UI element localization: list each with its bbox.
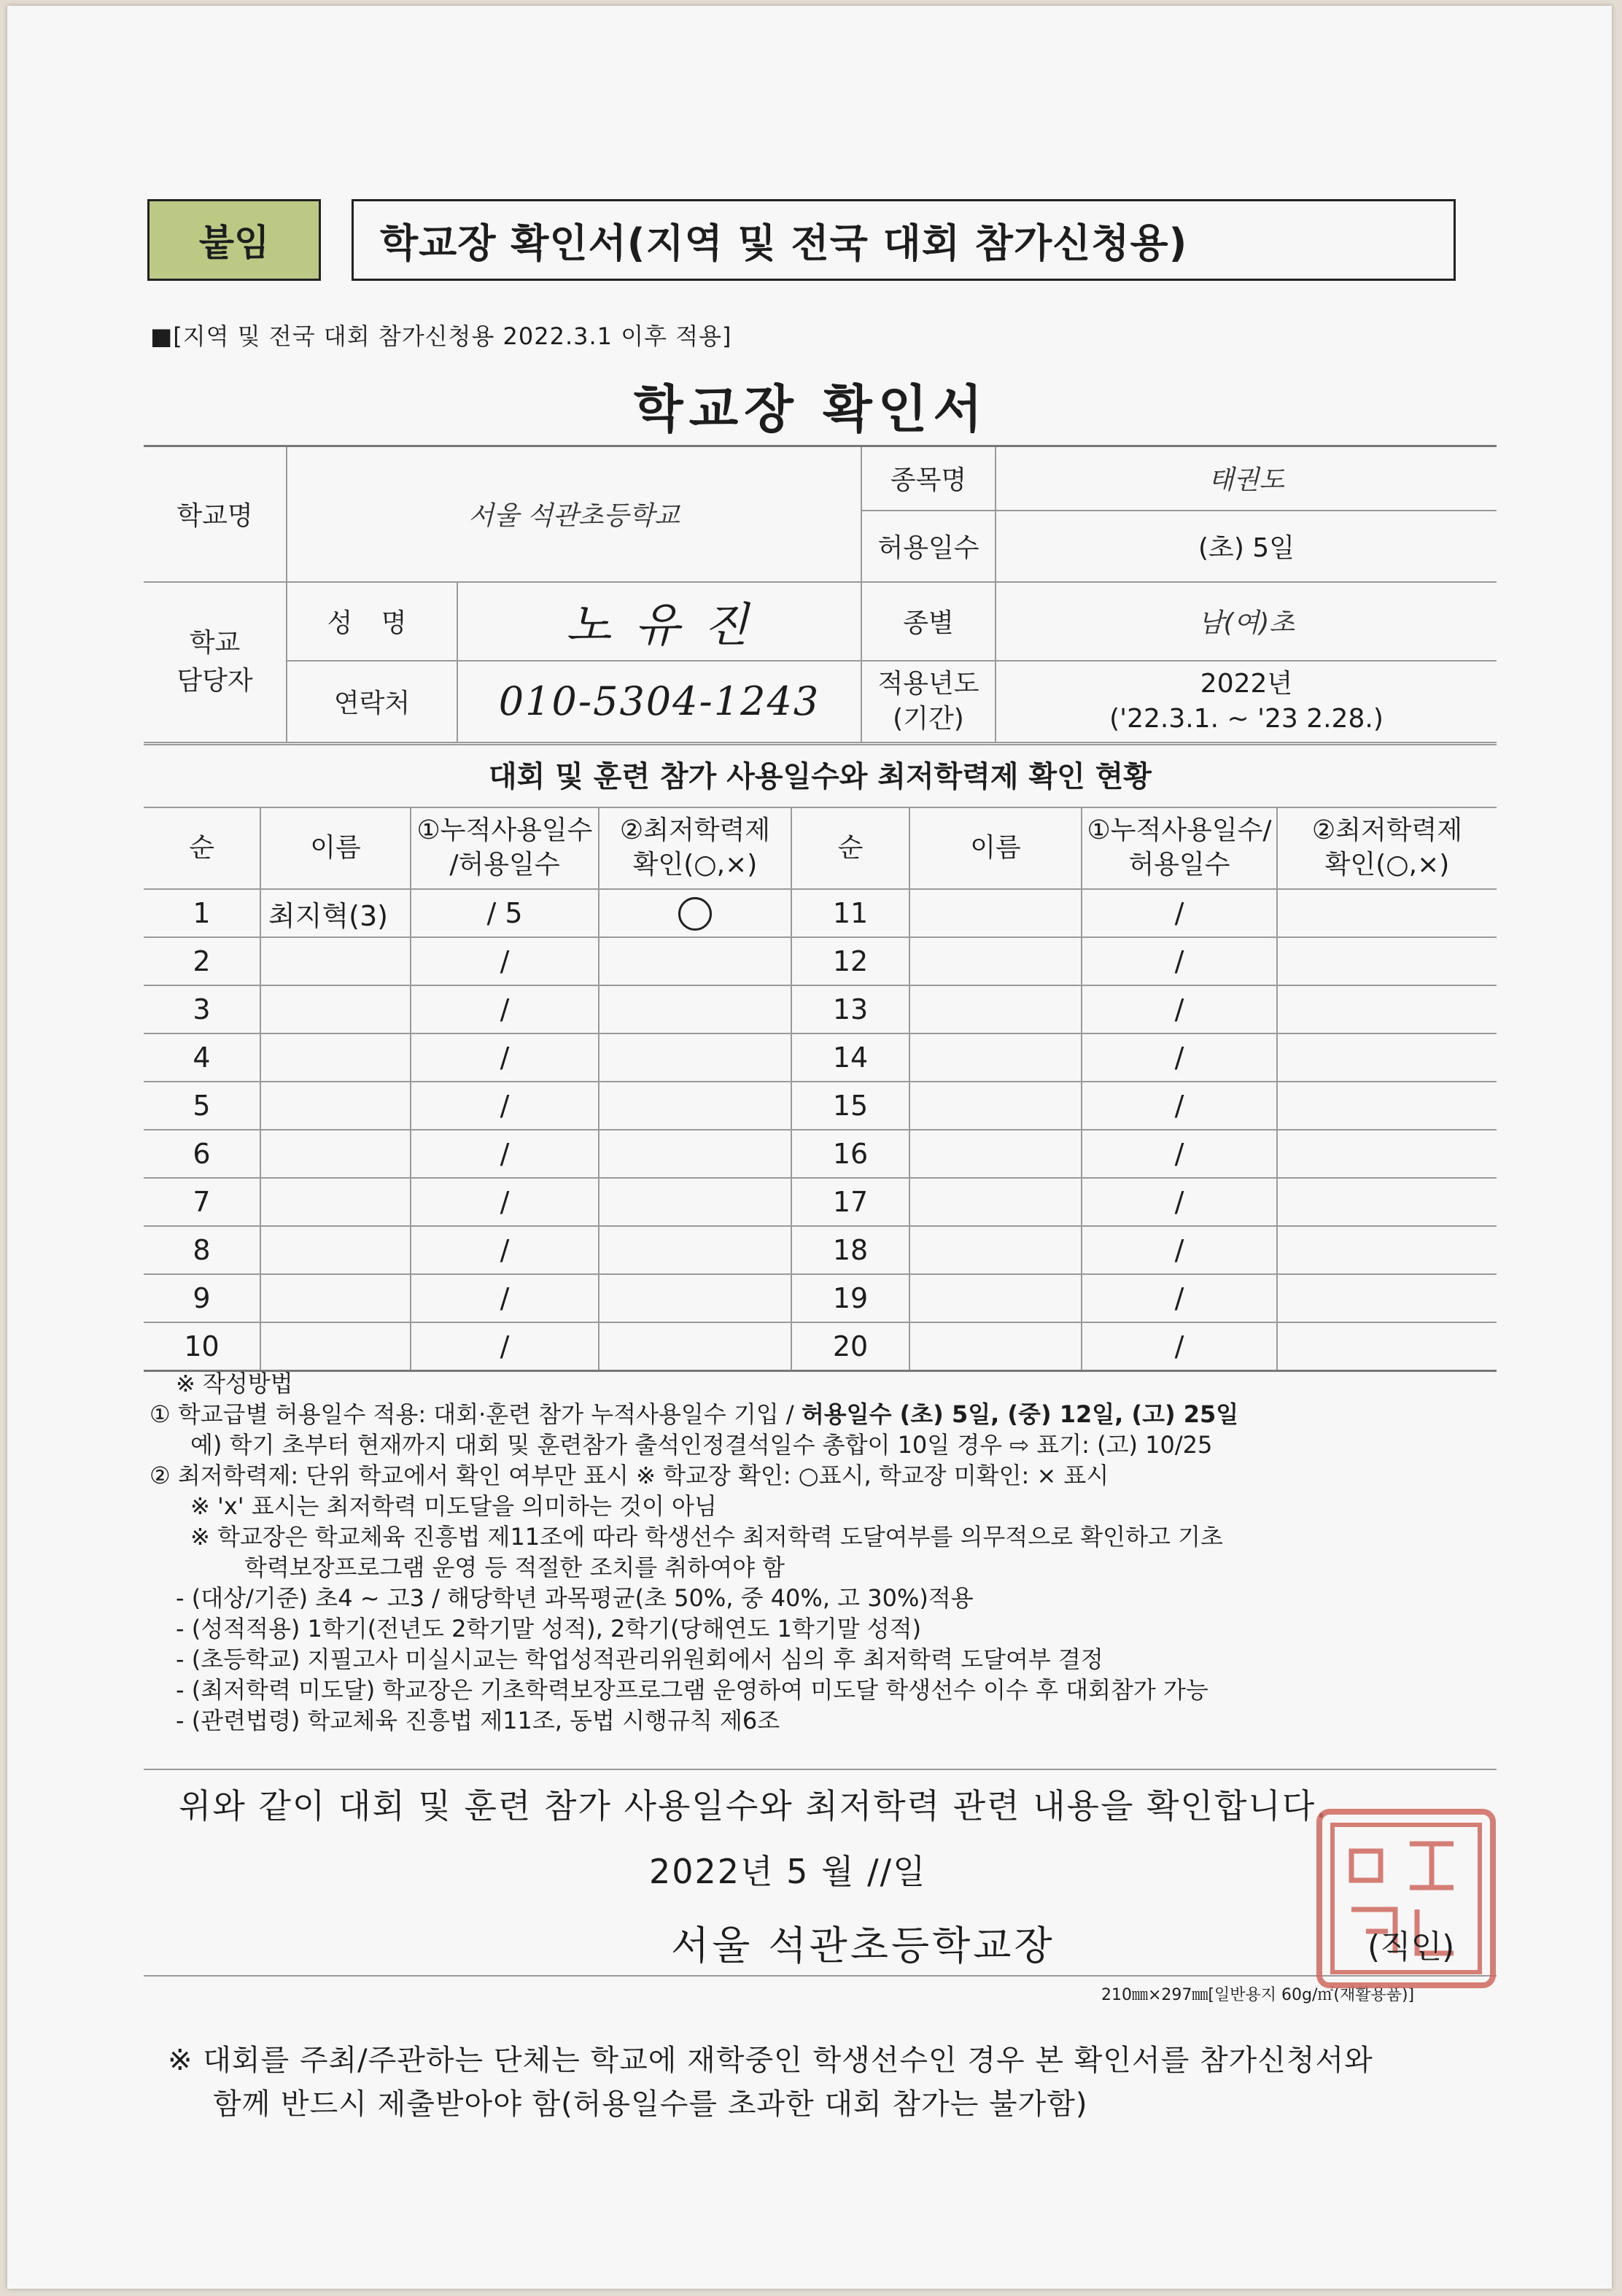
row-name [909, 985, 1082, 1033]
row-no: 16 [791, 1130, 909, 1178]
row-no: 12 [791, 937, 909, 985]
header-days-2 [1082, 807, 1277, 889]
row-name: 최지혁(3) [260, 889, 411, 937]
row-name [260, 1130, 411, 1178]
row-no: 1 [144, 889, 260, 937]
footer-line1: ※ 대회를 주최/주관하는 단체는 학교에 재학중인 학생선수인 경우 본 확인서를 참가신청서와 [168, 2044, 1373, 2077]
table-row [144, 937, 1497, 985]
contact-label: 연락처 [287, 661, 457, 742]
row-days: / [1082, 1274, 1277, 1322]
row-check [599, 1274, 791, 1322]
row-days: / [1082, 1178, 1277, 1226]
detail-3: - (초등학교) 지필고사 미실시교는 학업성적관리위원회에서 심의 후 최저학력 도달여부 결정 [176, 1645, 1103, 1673]
period-year: 2022년 [1200, 668, 1293, 699]
row-no: 4 [144, 1033, 260, 1082]
row-name [260, 985, 411, 1033]
row-name [260, 937, 411, 985]
row-name [260, 1033, 411, 1082]
row-days: / [411, 1033, 599, 1082]
row-check [1277, 889, 1497, 937]
row-no: 17 [791, 1178, 909, 1226]
manager-label-line1: 학교 [189, 627, 241, 658]
footer-note [168, 2039, 1373, 2126]
apply-note: ■[지역 및 전국 대회 참가신청용 2022.3.1 이후 적용] [150, 322, 732, 350]
row-no: 11 [791, 889, 909, 937]
header-min2-line1: ②최저학력제 [1311, 815, 1463, 846]
row-check [599, 937, 791, 985]
table-row [144, 1033, 1497, 1082]
row-days: / [1082, 1130, 1277, 1178]
row-check [1277, 1226, 1497, 1274]
header-min2-line2: 확인(○,×) [1324, 850, 1450, 880]
row-name [260, 1178, 411, 1226]
row-no: 5 [144, 1082, 260, 1130]
row-name [909, 1274, 1082, 1322]
row-no: 8 [144, 1226, 260, 1274]
row-days: / [1082, 1033, 1277, 1082]
table-row [144, 1274, 1497, 1322]
row-days: / [411, 985, 599, 1033]
row-name [909, 889, 1082, 937]
row-no: 6 [144, 1130, 260, 1178]
row-name [260, 1226, 411, 1274]
row-check [599, 985, 791, 1033]
row-check [1277, 1130, 1497, 1178]
table-row [144, 985, 1497, 1033]
row-no: 15 [791, 1082, 909, 1130]
row-name [260, 1322, 411, 1371]
row-name [260, 1082, 411, 1130]
row-no: 7 [144, 1178, 260, 1226]
row-no: 2 [144, 937, 260, 985]
allowed-days-label: 허용일수 [861, 511, 996, 582]
detail-1: - (대상/기준) 초4 ~ 고3 / 해당학년 과목평균(초 50%, 중 40%, 고 30%)적용 [176, 1584, 974, 1612]
row-no: 13 [791, 985, 909, 1033]
category-label: 종별 [861, 582, 996, 661]
manager-label [144, 582, 287, 742]
grid-header-row [144, 807, 1497, 889]
row-no: 10 [144, 1322, 260, 1371]
row-name [909, 1082, 1082, 1130]
footer-line2: 함께 반드시 제출받아야 함(허용일수를 초과한 대회 참가는 불가함) [213, 2087, 1088, 2121]
table-row [144, 1178, 1497, 1226]
period-value [996, 661, 1497, 742]
row-days: / [411, 1226, 599, 1274]
row-name [909, 937, 1082, 985]
row-days: / [1082, 1082, 1277, 1130]
name-label: 성 명 [287, 582, 457, 661]
table-row [144, 1322, 1497, 1371]
row-name [909, 1033, 1082, 1082]
note-1-allowed: 허용일수 (초) 5일, (중) 12일, (고) 25일 [801, 1400, 1239, 1428]
contact-value: 010-5304-1243 [457, 661, 861, 742]
note-1-text: ① 학교급별 허용일수 적용: 대회·훈련 참가 누적사용일수 기입 / [150, 1400, 802, 1428]
sport-label: 종목명 [861, 446, 996, 511]
note-2-law-b: 학력보장프로그램 운영 등 적절한 조치를 취하여야 함 [244, 1554, 785, 1581]
sport-value: 태권도 [996, 446, 1497, 511]
row-check [1277, 1178, 1497, 1226]
period-range: ('22.3.1. ~ '23 2.28.) [1109, 703, 1384, 734]
header-name-2: 이름 [909, 807, 1082, 889]
row-days: / [411, 1178, 599, 1226]
row-days: / [1082, 889, 1277, 937]
row-name [909, 1130, 1082, 1178]
row-name [909, 1322, 1082, 1371]
note-1-example: 예) 학기 초부터 현재까지 대회 및 훈련참가 출석인정결석일수 총합이 10일 경우 ⇨ 표기: (고) 10/25 [190, 1431, 1213, 1459]
notes-heading: ※ 작성방법 [176, 1370, 293, 1397]
row-days: / [1082, 985, 1277, 1033]
row-days: / 5 [411, 889, 599, 937]
row-check [599, 1322, 791, 1371]
school-name-value: 서울 석관초등학교 [287, 446, 861, 582]
row-check [1277, 985, 1497, 1033]
divider-bottom [144, 1975, 1497, 1977]
row-name [909, 1178, 1082, 1226]
manager-label-line2: 담당자 [176, 665, 253, 696]
grid-body [144, 889, 1497, 1371]
school-info-table [144, 445, 1497, 743]
allowed-days-value: (초) 5일 [996, 511, 1497, 582]
detail-2: - (성적적용) 1학기(전년도 2학기말 성적), 2학기(당해연도 1학기말 성적) [176, 1615, 922, 1643]
row-days: / [411, 937, 599, 985]
page-title: 학교장 확인서 [633, 379, 989, 439]
row-check [1277, 1274, 1497, 1322]
row-name [909, 1226, 1082, 1274]
school-principal: 서울 석관초등학교장 [671, 1923, 1055, 1969]
period-label [861, 661, 996, 742]
row-check [599, 889, 791, 937]
header-days2-line2: 허용일수 [1128, 850, 1230, 880]
row-days: / [1082, 1226, 1277, 1274]
detail-5: - (관련법령) 학교체육 진흥법 제11조, 동법 시행규칙 제6조 [176, 1707, 780, 1734]
document-header-title: 학교장 확인서(지역 및 전국 대회 참가신청용) [352, 199, 1456, 281]
row-check [599, 1178, 791, 1226]
writing-notes [150, 1368, 1506, 1736]
row-check [1277, 1082, 1497, 1130]
row-days: / [1082, 1322, 1277, 1371]
note-2-law-a: ※ 학교장은 학교체육 진흥법 제11조에 따라 학생선수 최저학력 도달여부를 의무적으로 확인하고 기초 [190, 1523, 1223, 1551]
row-no: 18 [791, 1226, 909, 1274]
header-min-line1: ②최저학력제 [619, 815, 771, 846]
header-days2-line1: ①누적사용일수/ [1087, 815, 1272, 846]
row-check [1277, 1322, 1497, 1371]
header-no-2: 순 [791, 807, 909, 889]
row-check [599, 1082, 791, 1130]
row-days: / [411, 1274, 599, 1322]
manager-name-value: 노 유 진 [457, 582, 861, 661]
period-label-line1: 적용년도 [877, 668, 979, 699]
header-min-line2: 확인(○,×) [632, 850, 758, 880]
confirmation-statement: 위와 같이 대회 및 훈련 참가 사용일수와 최저학력 관련 내용을 확인합니다. [179, 1786, 1328, 1826]
check-circle-icon [678, 897, 712, 931]
period-label-line2: (기간) [893, 703, 964, 734]
table-row [144, 1226, 1497, 1274]
header-no: 순 [144, 807, 260, 889]
paper-spec: 210㎜×297㎜[일반용지 60g/㎡(재활용품)] [1101, 1986, 1415, 2004]
signature-date: 2022년 5 월 //일 [649, 1852, 927, 1891]
header-min-level-2 [1277, 807, 1497, 889]
school-name-label: 학교명 [144, 446, 287, 582]
detail-4: - (최저학력 미도달) 학교장은 기초학력보장프로그램 운영하여 미도달 학생선수 이수 후 대회참가 가능 [176, 1676, 1208, 1704]
attachment-badge: 붙임 [147, 199, 321, 281]
row-no: 14 [791, 1033, 909, 1082]
header-min-level [599, 807, 791, 889]
header-days [411, 807, 599, 889]
header-days-line1: ①누적사용일수 [416, 815, 593, 846]
table-row [144, 1130, 1497, 1178]
row-name [260, 1274, 411, 1322]
row-check [599, 1226, 791, 1274]
category-value: 남(여)초 [996, 582, 1497, 661]
grid-caption: 대회 및 훈련 참가 사용일수와 최저학력제 확인 현황 [144, 744, 1497, 808]
note-2-x: ※ 'x' 표시는 최저학력 미도달을 의미하는 것이 아님 [190, 1492, 717, 1520]
header-days-line2: /허용일수 [449, 850, 560, 880]
row-no: 20 [791, 1322, 909, 1371]
note-1 [150, 1399, 1506, 1430]
header-name: 이름 [260, 807, 411, 889]
table-row [144, 1082, 1497, 1130]
table-row [144, 889, 1497, 937]
row-check [599, 1130, 791, 1178]
row-check [599, 1033, 791, 1082]
row-days: / [411, 1082, 599, 1130]
row-no: 19 [791, 1274, 909, 1322]
row-days: / [1082, 937, 1277, 985]
row-check [1277, 937, 1497, 985]
row-no: 3 [144, 985, 260, 1033]
divider-top [144, 1769, 1497, 1770]
row-check [1277, 1033, 1497, 1082]
row-days: / [411, 1130, 599, 1178]
participation-table [144, 807, 1497, 1372]
note-2: ② 최저학력제: 단위 학교에서 확인 여부만 표시 ※ 학교장 확인: ○표시, 학교장 미확인: × 표시 [150, 1462, 1109, 1489]
seal-label: (직인) [1367, 1928, 1455, 1966]
row-no: 9 [144, 1274, 260, 1322]
row-days: / [411, 1322, 599, 1371]
